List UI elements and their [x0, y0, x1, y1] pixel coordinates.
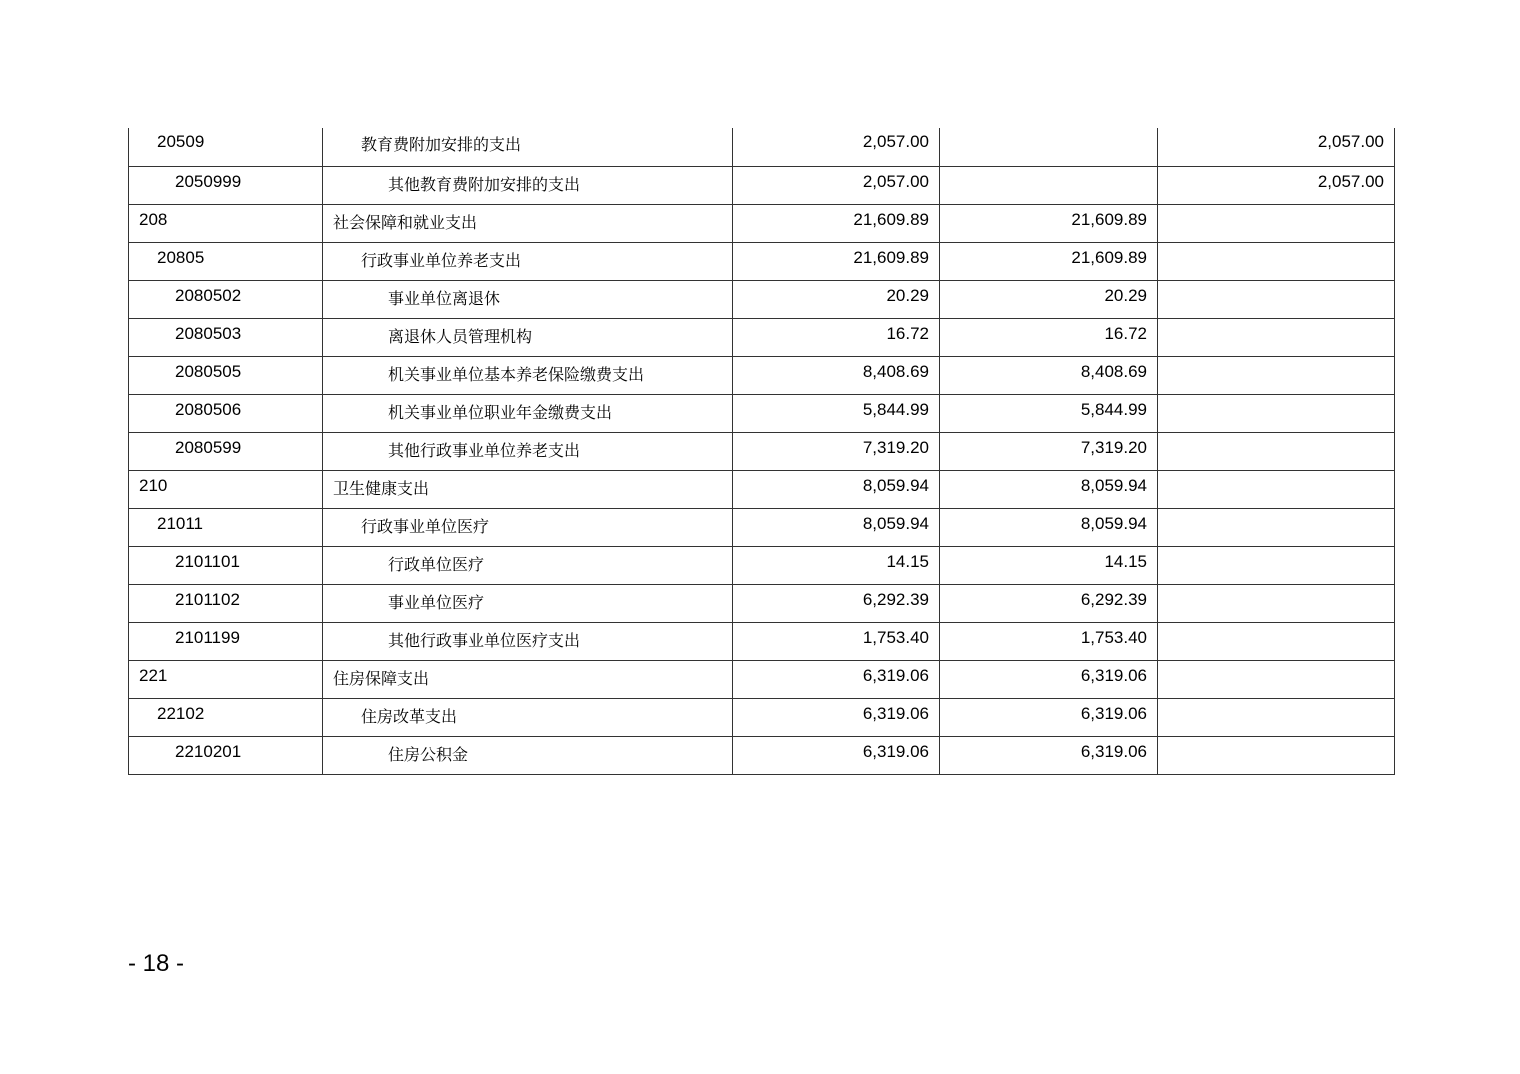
- subject-code-cell: 208: [129, 204, 323, 242]
- project-expenditure-cell: [1158, 622, 1395, 660]
- page-number: - 18 -: [128, 950, 185, 977]
- table-row: [129, 584, 1395, 622]
- subject-code-cell: 2101102: [129, 584, 323, 622]
- project-expenditure-cell: [1158, 470, 1395, 508]
- expenditure-table: [128, 128, 1395, 775]
- total-cell: 21,609.89: [733, 242, 940, 280]
- expenditure-table-container: [128, 128, 1395, 775]
- project-expenditure-cell: [1158, 394, 1395, 432]
- project-expenditure-cell: [1158, 432, 1395, 470]
- subject-code-cell: 2101101: [129, 546, 323, 584]
- subject-code-cell: 2080505: [129, 356, 323, 394]
- total-cell: 2,057.00: [733, 166, 940, 204]
- subject-code-cell: 20805: [129, 242, 323, 280]
- subject-name-cell: 教育费附加安排的支出: [323, 128, 733, 166]
- subject-code-cell: 221: [129, 660, 323, 698]
- table-row: [129, 660, 1395, 698]
- basic-expenditure-cell: 8,408.69: [940, 356, 1158, 394]
- subject-name-cell: 行政事业单位医疗: [323, 508, 733, 546]
- subject-name-cell: 住房改革支出: [323, 698, 733, 736]
- subject-code-cell: 20509: [129, 128, 323, 166]
- basic-expenditure-cell: 21,609.89: [940, 242, 1158, 280]
- subject-code-cell: 2080502: [129, 280, 323, 318]
- subject-code-cell: 2210201: [129, 736, 323, 774]
- basic-expenditure-cell: 1,753.40: [940, 622, 1158, 660]
- subject-code-cell: 210: [129, 470, 323, 508]
- subject-name-cell: 事业单位离退休: [323, 280, 733, 318]
- table-row: [129, 242, 1395, 280]
- basic-expenditure-cell: 16.72: [940, 318, 1158, 356]
- total-cell: 20.29: [733, 280, 940, 318]
- project-expenditure-cell: 2,057.00: [1158, 128, 1395, 166]
- table-row: [129, 280, 1395, 318]
- basic-expenditure-cell: 6,292.39: [940, 584, 1158, 622]
- table-row: [129, 736, 1395, 774]
- basic-expenditure-cell: 7,319.20: [940, 432, 1158, 470]
- project-expenditure-cell: [1158, 280, 1395, 318]
- total-cell: 14.15: [733, 546, 940, 584]
- total-cell: 5,844.99: [733, 394, 940, 432]
- table-row: [129, 698, 1395, 736]
- total-cell: 8,059.94: [733, 508, 940, 546]
- table-row: [129, 204, 1395, 242]
- subject-name-cell: 行政事业单位养老支出: [323, 242, 733, 280]
- project-expenditure-cell: [1158, 356, 1395, 394]
- basic-expenditure-cell: [940, 128, 1158, 166]
- total-cell: 1,753.40: [733, 622, 940, 660]
- subject-name-cell: 其他行政事业单位医疗支出: [323, 622, 733, 660]
- project-expenditure-cell: [1158, 546, 1395, 584]
- table-row: [129, 432, 1395, 470]
- table-row: [129, 128, 1395, 166]
- table-row: [129, 394, 1395, 432]
- subject-code-cell: 2080599: [129, 432, 323, 470]
- basic-expenditure-cell: 21,609.89: [940, 204, 1158, 242]
- subject-name-cell: 行政单位医疗: [323, 546, 733, 584]
- subject-code-cell: 2101199: [129, 622, 323, 660]
- subject-name-cell: 机关事业单位职业年金缴费支出: [323, 394, 733, 432]
- table-row: [129, 622, 1395, 660]
- project-expenditure-cell: 2,057.00: [1158, 166, 1395, 204]
- total-cell: 6,292.39: [733, 584, 940, 622]
- project-expenditure-cell: [1158, 736, 1395, 774]
- total-cell: 6,319.06: [733, 660, 940, 698]
- subject-name-cell: 其他行政事业单位养老支出: [323, 432, 733, 470]
- subject-code-cell: 21011: [129, 508, 323, 546]
- project-expenditure-cell: [1158, 242, 1395, 280]
- basic-expenditure-cell: 6,319.06: [940, 736, 1158, 774]
- total-cell: 8,408.69: [733, 356, 940, 394]
- subject-name-cell: 卫生健康支出: [323, 470, 733, 508]
- subject-name-cell: 其他教育费附加安排的支出: [323, 166, 733, 204]
- table-row: [129, 318, 1395, 356]
- total-cell: 8,059.94: [733, 470, 940, 508]
- basic-expenditure-cell: 6,319.06: [940, 698, 1158, 736]
- table-row: [129, 166, 1395, 204]
- project-expenditure-cell: [1158, 318, 1395, 356]
- subject-code-cell: 2050999: [129, 166, 323, 204]
- table-row: [129, 470, 1395, 508]
- basic-expenditure-cell: 8,059.94: [940, 508, 1158, 546]
- basic-expenditure-cell: 20.29: [940, 280, 1158, 318]
- subject-code-cell: 22102: [129, 698, 323, 736]
- total-cell: 21,609.89: [733, 204, 940, 242]
- table-row: [129, 508, 1395, 546]
- basic-expenditure-cell: 6,319.06: [940, 660, 1158, 698]
- basic-expenditure-cell: 5,844.99: [940, 394, 1158, 432]
- total-cell: 6,319.06: [733, 698, 940, 736]
- basic-expenditure-cell: 8,059.94: [940, 470, 1158, 508]
- table-body: [129, 128, 1395, 774]
- subject-name-cell: 社会保障和就业支出: [323, 204, 733, 242]
- total-cell: 7,319.20: [733, 432, 940, 470]
- table-row: [129, 546, 1395, 584]
- project-expenditure-cell: [1158, 584, 1395, 622]
- subject-code-cell: 2080506: [129, 394, 323, 432]
- basic-expenditure-cell: [940, 166, 1158, 204]
- subject-name-cell: 住房保障支出: [323, 660, 733, 698]
- total-cell: 2,057.00: [733, 128, 940, 166]
- subject-name-cell: 事业单位医疗: [323, 584, 733, 622]
- subject-code-cell: 2080503: [129, 318, 323, 356]
- subject-name-cell: 离退休人员管理机构: [323, 318, 733, 356]
- project-expenditure-cell: [1158, 508, 1395, 546]
- project-expenditure-cell: [1158, 698, 1395, 736]
- table-row: [129, 356, 1395, 394]
- subject-name-cell: 住房公积金: [323, 736, 733, 774]
- total-cell: 6,319.06: [733, 736, 940, 774]
- project-expenditure-cell: [1158, 660, 1395, 698]
- basic-expenditure-cell: 14.15: [940, 546, 1158, 584]
- subject-name-cell: 机关事业单位基本养老保险缴费支出: [323, 356, 733, 394]
- project-expenditure-cell: [1158, 204, 1395, 242]
- total-cell: 16.72: [733, 318, 940, 356]
